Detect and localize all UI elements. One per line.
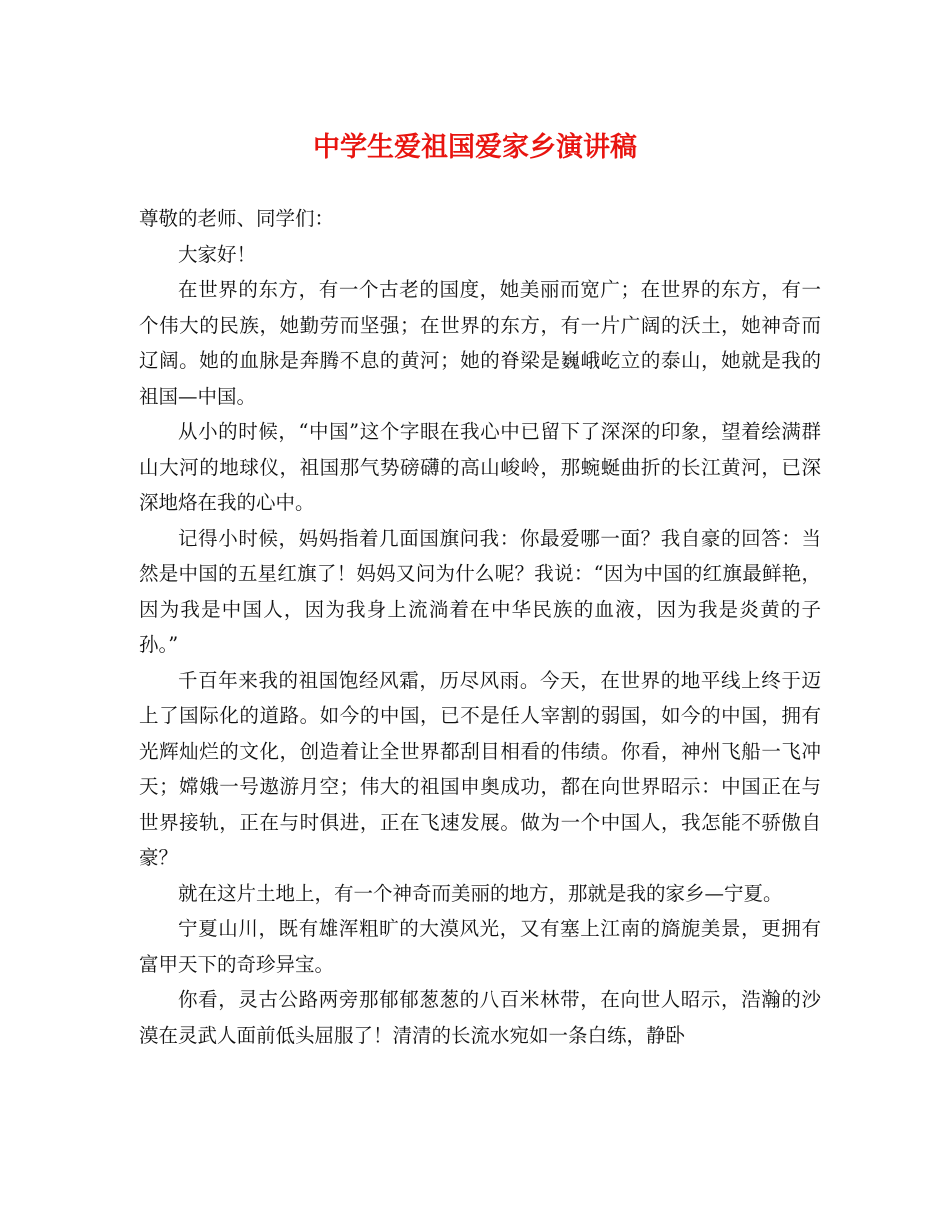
paragraph: 千百年来我的祖国饱经风霜，历尽风雨。今天，在世界的地平线上终于迈上了国际化的道路。如今的中国，已不是任人宰割的弱国，如今的中国，拥有光辉灿烂的文化，创造着让全世界都刮目相看的伟绩。你看，神州飞船一飞冲天；嫦娥一号遨游月空；伟大的祖国申奥成功，都在向世界昭示：中国正在与世界接轨，正在与时俱进，正在飞速发展。做为一个中国人，我怎能不骄傲自豪？	[139, 668, 821, 869]
paragraph: 就在这片土地上，有一个神奇而美丽的地方，那就是我的家乡—宁夏。	[178, 881, 783, 905]
document-title: 中学生爱祖国爱家乡演讲稿	[313, 132, 637, 163]
paragraph: 在世界的东方，有一个古老的国度，她美丽而宽广；在世界的东方，有一个伟大的民族，她勤劳而坚强；在世界的东方，有一片广阔的沃土，她神奇而辽阔。她的血脉是奔腾不息的黄河；她的脊梁是巍峨屹立的泰山，她就是我的祖国—中国。	[139, 278, 821, 408]
salutation: 尊敬的老师、同学们：	[139, 207, 335, 230]
paragraph: 宁夏山川，既有雄浑粗旷的大漠风光，又有塞上江南的旖旎美景，更拥有富甲天下的奇珍异宝。	[139, 917, 821, 976]
paragraph: 记得小时候，妈妈指着几面国旗问我：你最爱哪一面？我自豪的回答：当然是中国的五星红旗了！妈妈又问为什么呢？我说：“因为中国的红旗最鲜艳，因为我是中国人，因为我身上流淌着在中华民族的血液，因为我是炎黄的子孙。”	[139, 526, 821, 656]
paragraph-greeting: 大家好！	[178, 242, 257, 266]
paragraph: 你看，灵古公路两旁那郁郁葱葱的八百米林带，在向世人昭示，浩瀚的沙漠在灵武人面前低头屈服了！清清的长流水宛如一条白练，静卧	[139, 988, 821, 1047]
document-body	[139, 201, 821, 1053]
paragraph: 从小的时候，“中国”这个字眼在我心中已留下了深深的印象，望着绘满群山大河的地球仪，祖国那气势磅礴的高山峻岭，那蜿蜒曲折的长江黄河，已深深地烙在我的心中。	[139, 420, 821, 514]
